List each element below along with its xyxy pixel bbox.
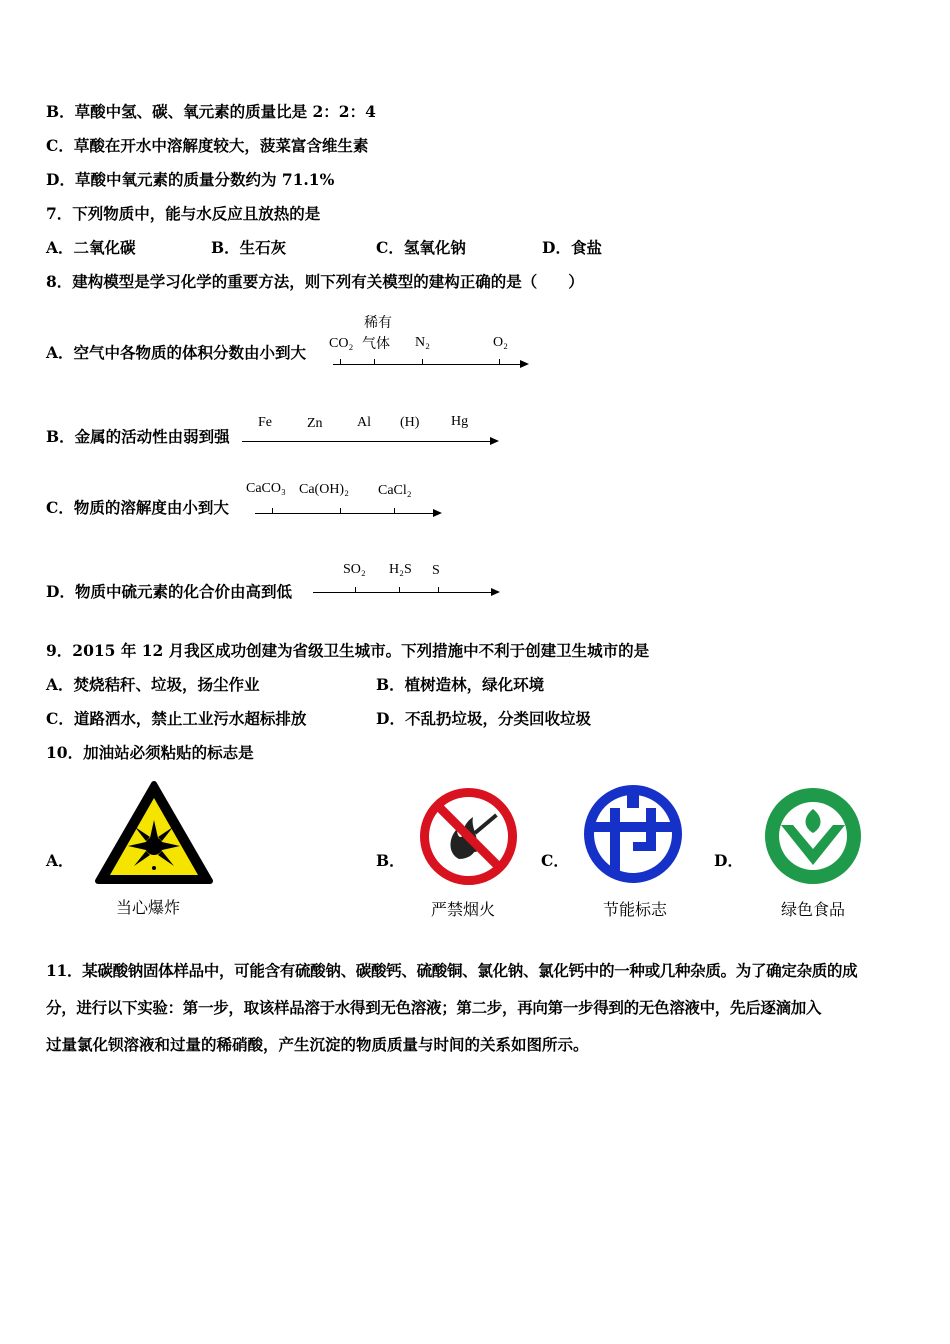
q8a-label-rare-2: 气体 bbox=[362, 337, 390, 352]
q9-option-d: D．不乱扔垃圾，分类回收垃圾 bbox=[376, 709, 591, 728]
q7-option-c: C．氢氧化钠 bbox=[376, 238, 466, 257]
q9-option-a: A．焚烧秸秆、垃圾，扬尘作业 bbox=[46, 675, 260, 694]
q8c-label-caoh2: Ca(OH)₂ bbox=[299, 482, 349, 497]
q8a-tick bbox=[340, 359, 341, 364]
q8-stem: 8．建构模型是学习化学的重要方法，则下列有关模型的建构正确的是（ ） bbox=[46, 272, 584, 291]
q8d-tick bbox=[399, 587, 400, 592]
q8c-tick bbox=[340, 508, 341, 513]
q8-option-c-text: C．物质的溶解度由小到大 bbox=[46, 498, 229, 517]
q8a-axis-arrow bbox=[333, 364, 527, 365]
explosion-warning-icon bbox=[94, 780, 214, 886]
q8a-label-rare-1: 稀有 bbox=[364, 316, 392, 331]
q8b-label-zn: Zn bbox=[307, 416, 323, 431]
q8b-label-hg: Hg bbox=[451, 414, 469, 429]
q8b-label-h: (H) bbox=[400, 415, 420, 430]
q10-option-b-letter: B． bbox=[376, 851, 405, 870]
green-food-icon bbox=[763, 785, 863, 887]
q7-option-b: B．生石灰 bbox=[211, 238, 287, 257]
q10-stem: 10．加油站必须粘贴的标志是 bbox=[46, 743, 254, 762]
q8b-axis-arrow bbox=[242, 441, 497, 442]
q8a-label-n2: N₂ bbox=[415, 335, 430, 350]
q8-option-b-text: B．金属的活动性由弱到强 bbox=[46, 427, 230, 446]
no-fire-icon bbox=[419, 787, 518, 886]
q8b-label-fe: Fe bbox=[258, 415, 272, 430]
q7-option-d: D．食盐 bbox=[542, 238, 602, 257]
energy-saving-icon bbox=[583, 782, 683, 886]
q8c-axis-arrow bbox=[255, 513, 440, 514]
q8d-tick bbox=[355, 587, 356, 592]
q6-option-c: C．草酸在开水中溶解度较大，菠菜富含维生素 bbox=[46, 136, 369, 155]
q8b-label-al: Al bbox=[357, 415, 371, 430]
q8c-tick bbox=[272, 508, 273, 513]
q10-option-c-letter: C． bbox=[541, 851, 569, 870]
q8a-tick bbox=[499, 359, 500, 364]
q8c-tick bbox=[394, 508, 395, 513]
q10-option-d-letter: D． bbox=[714, 851, 743, 870]
q8-option-d-text: D．物质中硫元素的化合价由高到低 bbox=[46, 582, 292, 601]
q8a-label-o2: O₂ bbox=[493, 335, 508, 350]
q8d-label-so2: SO₂ bbox=[343, 562, 366, 577]
q9-stem: 9．2015 年 12 月我区成功创建为省级卫生城市。下列措施中不利于创建卫生城市的是 bbox=[46, 641, 650, 660]
q9-option-b: B．植树造林，绿化环境 bbox=[376, 675, 545, 694]
q10-caption-d: 绿色食品 bbox=[781, 900, 846, 919]
q6-option-d: D．草酸中氧元素的质量分数约为 71.1% bbox=[46, 170, 335, 189]
q7-stem: 7．下列物质中，能与水反应且放热的是 bbox=[46, 204, 321, 223]
q7-option-a: A．二氧化碳 bbox=[46, 238, 136, 257]
q8d-tick bbox=[438, 587, 439, 592]
q8a-tick bbox=[422, 359, 423, 364]
q8d-axis-arrow bbox=[313, 592, 498, 593]
q8c-label-caco3: CaCO₃ bbox=[246, 481, 286, 496]
q10-caption-b: 严禁烟火 bbox=[431, 900, 496, 919]
q9-option-c: C．道路洒水，禁止工业污水超标排放 bbox=[46, 709, 307, 728]
q8c-label-cacl2: CaCl₂ bbox=[378, 483, 412, 498]
q8a-label-co2: CO₂ bbox=[329, 336, 354, 351]
q11-line-3: 过量氯化钡溶液和过量的稀硝酸，产生沉淀的物质质量与时间的关系如图所示。 bbox=[46, 1035, 589, 1054]
q10-option-a-letter: A． bbox=[46, 851, 74, 870]
q8a-tick bbox=[374, 359, 375, 364]
q8d-label-s: S bbox=[432, 563, 440, 578]
q8-option-a-text: A．空气中各物质的体积分数由小到大 bbox=[46, 343, 307, 362]
q11-line-1: 11．某碳酸钠固体样品中，可能含有硫酸钠、碳酸钙、硫酸铜、氯化钠、氯化钙中的一种或几种杂质。为了确定杂质的成 bbox=[46, 961, 858, 980]
q11-line-2: 分，进行以下实验：第一步，取该样品溶于水得到无色溶液；第二步，再向第一步得到的无色溶液中，先后逐滴加入 bbox=[46, 998, 822, 1017]
q8d-label-h2s: H₂S bbox=[389, 562, 412, 577]
q6-option-b: B．草酸中氢、碳、氧元素的质量比是 2：2：4 bbox=[46, 102, 376, 121]
q11-paragraph bbox=[46, 952, 908, 1063]
q10-caption-a: 当心爆炸 bbox=[116, 898, 181, 917]
q10-caption-c: 节能标志 bbox=[603, 900, 668, 919]
